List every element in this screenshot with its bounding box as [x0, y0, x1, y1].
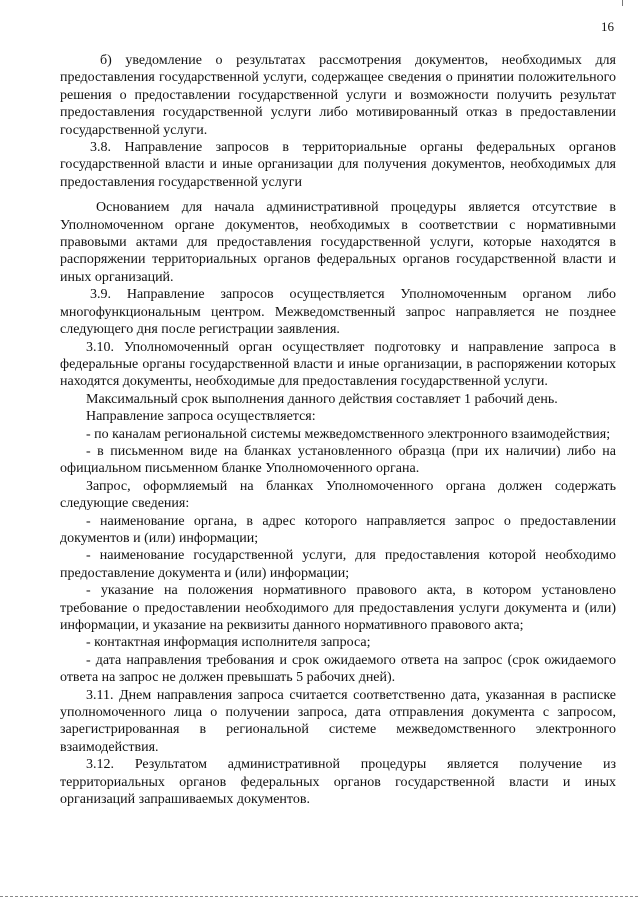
section-heading-3-8: 3.8. Направление запросов в территориальные органы федеральных органов государственной власти и иные организации для получения документов, необходимых для предоставления государственной услуги	[60, 140, 616, 190]
document-body	[60, 52, 616, 808]
paragraph-request-channels: Направление запроса осуществляется:	[86, 409, 316, 425]
list-item-contact-info: - контактная информация исполнителя запроса;	[86, 635, 371, 651]
list-item-service-name: - наименование государственной услуги, для предоставления которой необходимо предоставление документа и (или) информации;	[60, 548, 616, 581]
list-item-channel-paper: - в письменном виде на бланках установленного образца (при их наличии) либо на официальном письменном бланке Уполномоченного органа.	[60, 443, 616, 477]
paragraph-3-12: 3.12. Результатом административной процедуры является получение из территориальных органов федеральных органов государственной власти и иных организаций запрашиваемых документов.	[60, 757, 616, 808]
list-item-channel-electronic: - по каналам региональной системы межведомственного электронного взаимодействия;	[86, 426, 611, 442]
scan-bottom-edge	[0, 896, 638, 897]
paragraph-3-9: 3.9. Направление запросов осуществляется Уполномоченным органом либо многофункциональным центром. Межведомственный запрос направляется не позднее следующего дня после регистрации заявления.	[60, 287, 616, 338]
paragraph-max-term: Максимальный срок выполнения данного действия составляет 1 рабочий день.	[86, 391, 558, 407]
list-item-organ-name: - наименование органа, в адрес которого направляется запрос о предоставлении документов и (или) информации;	[60, 513, 616, 546]
paragraph-basis: Основанием для начала административной процедуры является отсутствие в Уполномоченном органе документов, необходимых в соответствии с нормативными правовыми актами для предоставления государственной услуги, которые находятся в распоряжении территориальных органов федеральных органов государственной власти и иных организаций.	[60, 200, 616, 285]
paragraph-notification: б) уведомление о результатах рассмотрения документов, необходимых для предоставления государственной услуги, содержащее сведения о принятии положительного решения о предоставлении государственной услуги и возможности получить результат предоставления государственной услуги либо мотивированный отказ в предоставлении государственной услуги.	[60, 53, 616, 138]
paragraph-3-10: 3.10. Уполномоченный орган осуществляет подготовку и направление запроса в федеральные органы государственной власти и иные организации, в распоряжении которых находятся документы, необходимые для предоставления государственной услуги.	[60, 339, 616, 390]
list-item-dates: - дата направления требования и срок ожидаемого ответа на запрос (срок ожидаемого ответа на запрос не должен превышать 5 рабочих дней).	[60, 652, 616, 686]
paragraph-request-content: Запрос, оформляемый на бланках Уполномоченного органа должен содержать следующие сведения:	[60, 478, 616, 512]
paragraph-3-11: 3.11. Днем направления запроса считается соответственно дата, указанная в расписке уполномоченного лица о получении запроса, дата отправления документа с запросом, зарегистрированная в региональной системе межведомственного электронного взаимодействия.	[60, 687, 616, 755]
page-number: 16	[601, 19, 614, 34]
scan-edge-mark	[622, 0, 623, 6]
list-item-legal-act: - указание на положения нормативного правового акта, в котором установлено требование о предоставлении необходимого для предоставления услуги документа и (или) информации, и указание на реквизиты данного нормативного правового акта;	[60, 583, 616, 633]
